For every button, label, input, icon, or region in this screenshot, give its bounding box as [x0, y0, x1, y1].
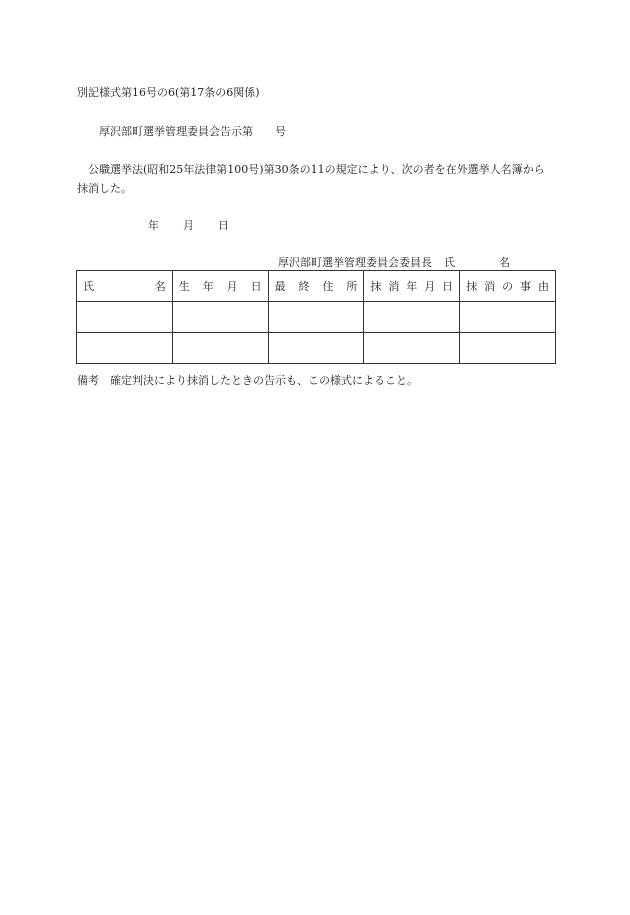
notice-title — [99, 126, 286, 137]
column-header — [460, 271, 556, 302]
table-cell — [77, 302, 173, 333]
remarks — [77, 375, 418, 386]
column-header-char: 年 — [406, 279, 418, 293]
column-header-char: の — [502, 279, 514, 293]
notice-title-text: 厚沢部町選挙管理委員会告示第 — [99, 125, 253, 138]
table-cell — [364, 333, 460, 364]
table-cell — [364, 302, 460, 333]
date-day: 日 — [218, 219, 229, 232]
column-header-char: 所 — [346, 279, 358, 293]
table-header-row — [77, 271, 556, 302]
column-header-text — [370, 281, 453, 292]
column-header-char: 最 — [274, 279, 286, 293]
signer-title: 厚沢部町選挙管理委員会委員長 — [278, 256, 432, 269]
signer-name-label-1: 氏 — [444, 256, 455, 269]
table-row — [77, 333, 556, 364]
column-header — [364, 271, 460, 302]
column-header-text — [466, 281, 549, 292]
table-cell — [77, 333, 173, 364]
column-header-text — [83, 281, 166, 292]
column-header-text — [179, 281, 262, 292]
date-year: 年 — [148, 219, 159, 232]
column-header-char: 終 — [298, 279, 310, 293]
notice-number-suffix: 号 — [275, 125, 286, 138]
table-cell — [268, 333, 364, 364]
column-header — [77, 271, 173, 302]
table-body — [77, 302, 556, 364]
table-cell — [172, 302, 268, 333]
column-header-char: 月 — [226, 279, 238, 293]
signer-line — [278, 257, 510, 268]
remarks-text: 確定判決により抹消したときの告示も、この様式によること。 — [110, 374, 418, 387]
date-month: 月 — [183, 219, 194, 232]
column-header — [172, 271, 268, 302]
column-header-char: 日 — [250, 279, 262, 293]
column-header-char: 名 — [154, 279, 166, 293]
remarks-label: 備考 — [77, 374, 99, 387]
table-cell — [460, 333, 556, 364]
column-header-char: 抹 — [466, 279, 478, 293]
date-line — [148, 220, 229, 231]
column-header-text — [275, 281, 358, 292]
column-header-char: 日 — [442, 279, 454, 293]
table-cell — [268, 302, 364, 333]
table-row — [77, 302, 556, 333]
column-header-char: 月 — [424, 279, 436, 293]
column-header-char: 事 — [520, 279, 532, 293]
column-header — [268, 271, 364, 302]
column-header-char: 住 — [322, 279, 334, 293]
notice-body-text: 公職選挙法(昭和25年法律第100号)第30条の11の規定により、次の者を在外選挙人名簿から抹消した。 — [77, 163, 545, 195]
form-reference: 別記様式第16号の6(第17条の6関係) — [77, 86, 260, 99]
column-header-char: 消 — [388, 279, 400, 293]
signer-name-label-2: 名 — [499, 256, 510, 269]
column-header-char: 生 — [178, 279, 190, 293]
column-header-char: 抹 — [370, 279, 382, 293]
column-header-char: 消 — [484, 279, 496, 293]
removal-register-table — [76, 270, 556, 364]
table-cell — [172, 333, 268, 364]
column-header-char: 年 — [202, 279, 214, 293]
column-header-char: 氏 — [83, 279, 94, 293]
column-header-char: 由 — [538, 279, 549, 293]
table-cell — [460, 302, 556, 333]
